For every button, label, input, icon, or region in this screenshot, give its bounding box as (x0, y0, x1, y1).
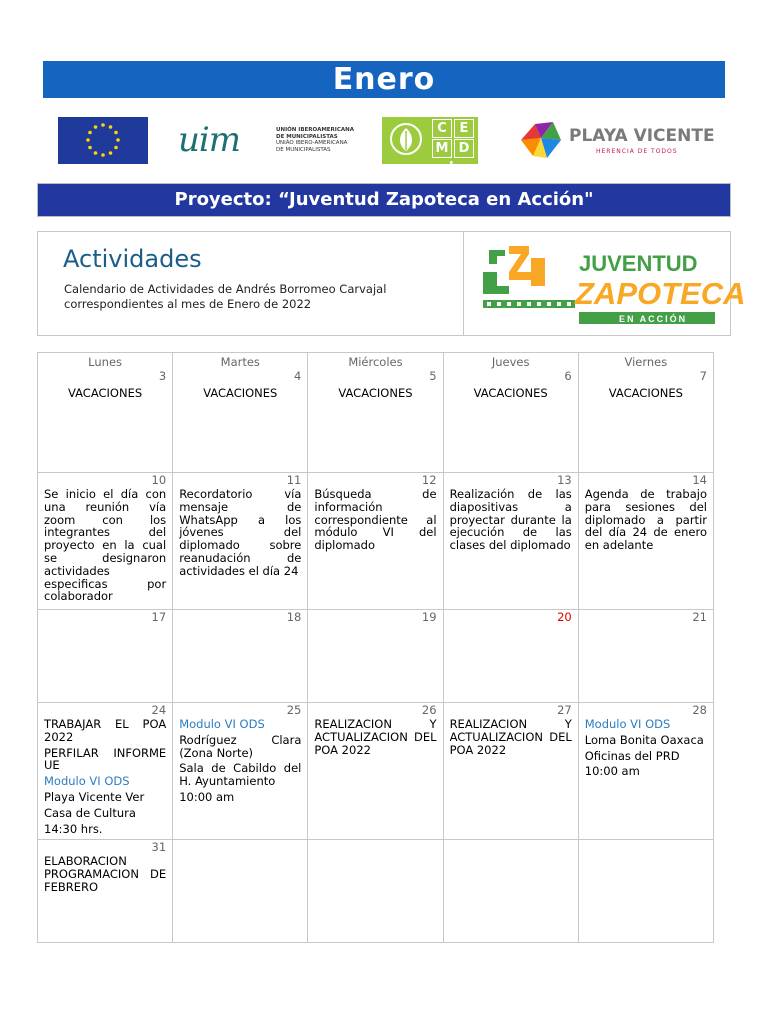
day-events (314, 488, 436, 552)
day-events (314, 718, 436, 756)
day-events (585, 718, 707, 778)
weekday-header: Miércoles (308, 353, 443, 370)
calendar-day-cell[interactable] (308, 610, 443, 703)
event-text: Modulo VI ODS (44, 774, 130, 789)
calendar-day-cell[interactable] (38, 473, 173, 610)
event-text: TRABAJAR EL POA 2022 (44, 717, 167, 744)
calendar-table (37, 352, 714, 943)
weekday-header: Martes (173, 353, 308, 370)
calendar-day-cell[interactable] (173, 703, 308, 840)
en-accion-text: EN ACCIÓN (619, 314, 688, 324)
zapoteca-text: ZAPOTECA (575, 276, 746, 311)
day-number: 20 (557, 610, 572, 624)
event-text: 10:00 am (584, 764, 640, 779)
day-events (585, 488, 707, 552)
day-events (450, 488, 572, 552)
uim-wordmark: uim (178, 120, 241, 160)
day-events (179, 488, 301, 578)
day-number: 11 (286, 473, 302, 487)
day-events (179, 387, 301, 400)
event-text: VACACIONES (473, 386, 548, 400)
event-text: Modulo VI ODS (179, 717, 265, 731)
event-text: Realización de las diapositivas a proyectar durante la ejecución de las clases del diplomado (449, 487, 572, 553)
calendar-day-cell[interactable] (443, 369, 578, 473)
day-events (585, 387, 707, 400)
event-text: VACACIONES (203, 386, 278, 400)
day-events (450, 387, 572, 400)
calendar-day-cell[interactable] (578, 473, 713, 610)
calendar-day-cell[interactable] (308, 473, 443, 610)
playa-vicente-logo: PLAYA VICENTE HERENCIA DE TODOS (517, 118, 717, 162)
calendar-week-row (38, 703, 714, 840)
calendar-day-cell[interactable] (38, 610, 173, 703)
calendar-day-cell[interactable] (308, 703, 443, 840)
month-title: Enero (43, 61, 725, 98)
event-text: Modulo VI ODS (584, 717, 671, 731)
day-number: 17 (151, 610, 167, 624)
calendar-day-cell[interactable] (308, 369, 443, 473)
event-text: REALIZACION Y ACTUALIZACION DEL POA 2022 (314, 717, 437, 757)
day-events (314, 387, 436, 400)
day-events (44, 855, 166, 893)
day-events (44, 718, 166, 835)
day-number: 31 (151, 840, 167, 854)
uim-caption: UNIÓN IBEROAMERICANA DE MUNICIPALISTAS UNIÃO IBERO-AMERICANA DE MUNICIPALISTAS (276, 127, 354, 153)
event-text: Se inicio el día con una reunión vía zoom con los integrantes del proyecto en la cual se designaron actividades especificas por colaborador (44, 487, 167, 604)
day-number: 10 (151, 473, 167, 487)
event-text: Agenda de trabajo para sesiones del diplomado a partir del día 24 de enero en adelante (584, 487, 707, 553)
event-text: Búsqueda de información correspondiente al módulo VI del diplomado (314, 487, 437, 553)
weekday-header: Viernes (578, 353, 713, 370)
calendar-day-cell[interactable] (173, 610, 308, 703)
activities-description: Calendario de Actividades de Andrés Borromeo Carvajal correspondientes al mes de Enero de 2022 (64, 282, 387, 311)
event-text: VACACIONES (68, 386, 143, 400)
day-number: 7 (699, 369, 707, 383)
event-text: PERFILAR INFORME UE (44, 745, 167, 773)
calendar-day-cell[interactable] (173, 369, 308, 473)
weekday-header: Jueves (443, 353, 578, 370)
calendar-day-cell[interactable] (443, 473, 578, 610)
calendar-day-cell[interactable] (443, 840, 578, 943)
day-number: 26 (421, 703, 437, 717)
day-number: 12 (421, 473, 437, 487)
day-number: 21 (692, 610, 707, 624)
day-number: 18 (286, 610, 302, 624)
day-number: 28 (692, 703, 707, 717)
day-events (450, 718, 572, 756)
event-text: 14:30 hrs. (44, 821, 103, 836)
day-number: 6 (564, 369, 572, 383)
calendar-day-cell[interactable] (173, 840, 308, 943)
day-number: 4 (294, 369, 302, 383)
event-text: Sala de Cabildo del H. Ayuntamiento (179, 761, 302, 789)
day-number: 14 (692, 473, 707, 487)
event-text: REALIZACION Y ACTUALIZACION DEL POA 2022 (449, 717, 572, 757)
calendar-day-cell[interactable] (38, 703, 173, 840)
day-number: 3 (158, 369, 167, 383)
playa-vicente-emblem-icon (517, 118, 565, 162)
day-events (44, 387, 166, 400)
calendar-week-row (38, 369, 714, 473)
project-title: Proyecto: “Juventud Zapoteca en Acción" (38, 184, 730, 216)
event-text: VACACIONES (338, 386, 413, 400)
calendar-day-cell[interactable] (578, 369, 713, 473)
event-text: 10:00 am (179, 789, 235, 804)
leaf-icon (382, 117, 430, 164)
calendar-day-cell[interactable] (443, 703, 578, 840)
event-text: Playa Vicente Ver (44, 789, 145, 804)
weekday-header: Lunes (38, 353, 173, 370)
day-number: 19 (421, 610, 437, 624)
divider (463, 232, 464, 336)
juventud-text: JUVENTUD (579, 251, 698, 276)
calendar-day-cell[interactable] (173, 473, 308, 610)
calendar-day-cell[interactable] (38, 369, 173, 473)
calendar-week-row (38, 840, 714, 943)
calendar-day-cell[interactable] (308, 840, 443, 943)
calendar-day-cell[interactable] (38, 840, 173, 943)
day-number: 13 (557, 473, 572, 487)
calendar-day-cell[interactable] (578, 703, 713, 840)
day-events (44, 488, 166, 603)
activities-title: Actividades (63, 245, 202, 273)
day-events (179, 718, 301, 804)
event-text: Casa de Cultura (44, 805, 136, 820)
calendar-day-cell[interactable] (578, 840, 713, 943)
calendar-day-cell[interactable] (443, 610, 578, 703)
juventud-zapoteca-logo (479, 242, 746, 328)
calendar-week-row (38, 473, 714, 610)
cemdl-logo (382, 117, 478, 175)
event-text: Oficinas del PRD (584, 748, 680, 763)
day-number: 5 (429, 369, 437, 383)
event-text: ELABORACION PROGRAMACION DE FEBRERO (44, 854, 167, 894)
day-number: 25 (286, 703, 302, 717)
eu-flag-logo (58, 117, 148, 164)
day-number: 27 (557, 703, 572, 717)
event-text: Recordatorio vía mensaje de WhatsApp a los jóvenes del diplomado sobre reanudación de actividades el día 24 (179, 487, 302, 578)
calendar-week-row (38, 610, 714, 703)
calendar-day-cell[interactable] (578, 610, 713, 703)
logo-strip (0, 112, 768, 175)
event-text: Rodríguez Clara (Zona Norte) (179, 732, 302, 760)
event-text: Loma Bonita Oaxaca (584, 732, 704, 747)
activities-box (37, 231, 746, 336)
cemdl-letters: C E M D L (432, 119, 476, 159)
event-text: VACACIONES (608, 386, 683, 400)
day-number: 24 (151, 703, 167, 717)
